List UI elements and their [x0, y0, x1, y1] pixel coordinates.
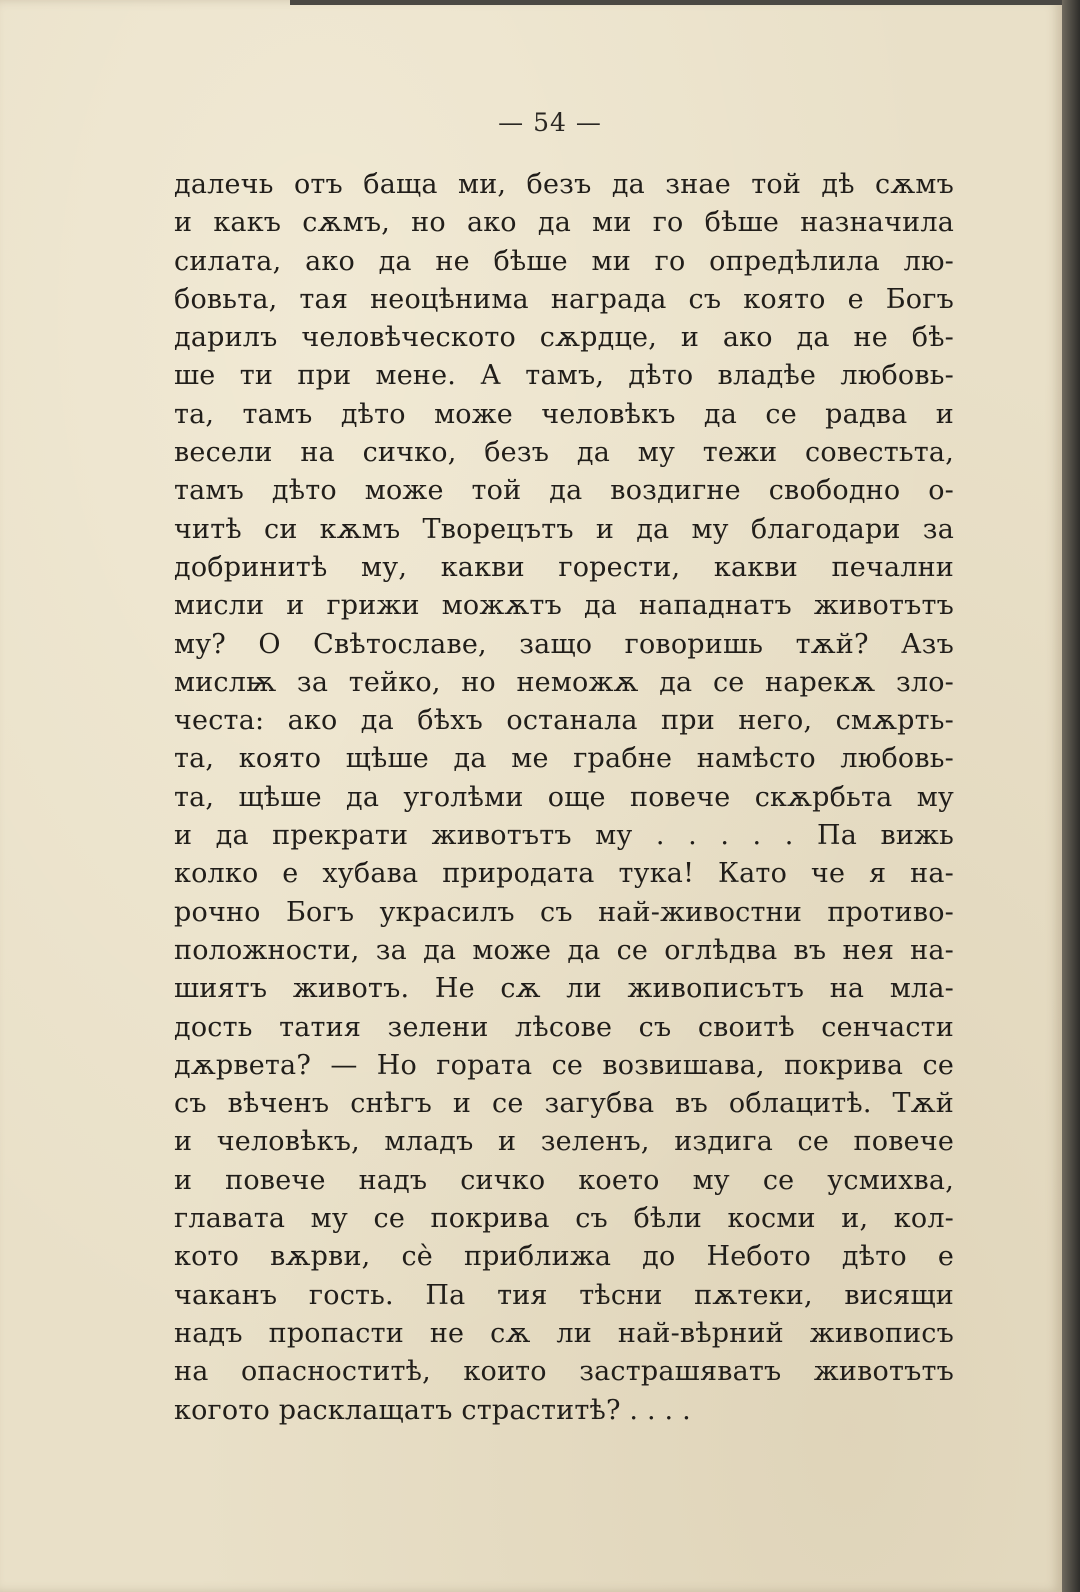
body-text: [174, 166, 954, 1430]
text-line: надъ пропасти не сѫ ли най-вѣрний живописъ: [174, 1317, 954, 1349]
text-line: мисли и грижи можѫтъ да нападнатъ животътъ: [174, 590, 954, 622]
text-line: рочно Богъ украсилъ съ най-живостни противо-: [174, 896, 954, 928]
text-line: на опасноститѣ, които застрашяватъ животътъ: [174, 1356, 954, 1388]
text-line: положности, за да може да се оглѣдва въ нея на-: [174, 934, 954, 966]
text-line: весели на сичко, безъ да му тежи совестьта,: [174, 437, 954, 469]
text-line: та, която щѣше да ме грабне намѣсто любовь-: [174, 743, 954, 775]
text-line: шиятъ животъ. Не сѫ ли живописътъ на мла-: [174, 973, 954, 1005]
text-line: и какъ сѫмъ, но ако да ми го бѣше назначила: [174, 207, 954, 239]
text-line: тамъ дѣто може той да воздигне свободно о-: [174, 475, 954, 507]
text-line: бовьта, тая неоцѣнима награда съ която е Богъ: [174, 283, 954, 315]
text-line: мислѭ за тейко, но неможѫ да се нарекѫ зло-: [174, 666, 954, 698]
text-line: честа: ако да бѣхъ останала при него, смѫрть-: [174, 705, 954, 737]
text-line-last: когото расклащатъ страститѣ? . . . .: [174, 1394, 691, 1426]
text-line: дѫрвета? — Но гората се возвишава, покрива се: [174, 1049, 954, 1081]
text-line: кото вѫрви, сѐ приближа до Небото дѣто е: [174, 1241, 954, 1273]
text-line: дость татия зелени лѣсове съ своитѣ сенчасти: [174, 1011, 954, 1043]
top-border-rule: [290, 0, 1062, 5]
text-line: и да прекрати животътъ му . . . . . Па вижь: [174, 820, 954, 852]
text-line: читѣ си кѫмъ Творецътъ и да му благодари за: [174, 513, 954, 545]
book-gutter-edge: [1062, 0, 1080, 1592]
text-line: далечь отъ баща ми, безъ да знае той дѣ сѫмъ: [174, 169, 954, 200]
text-line: чаканъ гость. Па тия тѣсни пѫтеки, висящи: [174, 1279, 954, 1311]
text-line: му? О Свѣтославе, защо говоришь тѫй? Азъ: [174, 628, 954, 660]
text-line: дарилъ человѣческото сѫрдце, и ако да не бѣ-: [174, 322, 954, 354]
text-line: та, щѣше да уголѣми още повече скѫрбьта му: [174, 781, 954, 813]
text-line: ше ти при мене. А тамъ, дѣто владѣе любовь-: [174, 360, 954, 392]
page-number: — 54 —: [498, 108, 602, 137]
text-line: силата, ако да не бѣше ми го опредѣлила лю-: [174, 245, 954, 277]
text-line: добринитѣ му, какви горести, какви печални: [174, 551, 954, 583]
text-line: та, тамъ дѣто може человѣкъ да се радва и: [174, 398, 954, 430]
text-line: и человѣкъ, младъ и зеленъ, издига се повече: [174, 1126, 954, 1158]
text-line: съ вѣченъ снѣгъ и се загубва въ облацитѣ. Тѫй: [174, 1088, 954, 1120]
text-line: главата му се покрива съ бѣли косми и, кол-: [174, 1203, 954, 1235]
text-line: колко е хубава природата тука! Като че я на-: [174, 858, 954, 890]
text-line: и повече надъ сичко което му се усмихва,: [174, 1164, 954, 1196]
